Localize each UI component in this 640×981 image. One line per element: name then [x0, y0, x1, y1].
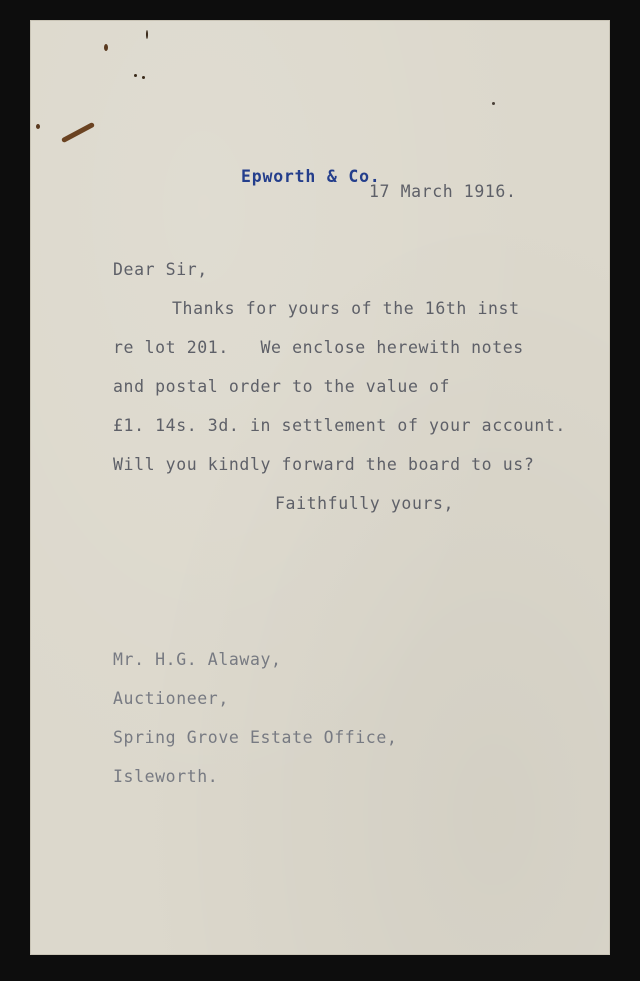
- salutation: Dear Sir,: [113, 260, 208, 279]
- ink-speck: [146, 30, 148, 39]
- body-line: Thanks for yours of the 16th inst: [172, 299, 520, 318]
- body-line: Will you kindly forward the board to us?: [113, 455, 535, 474]
- ink-speck: [36, 124, 40, 129]
- ink-speck: [492, 102, 495, 105]
- letter-page: [30, 20, 610, 955]
- body-line: £1. 14s. 3d. in settlement of your account.: [113, 416, 566, 435]
- ink-stain: [61, 122, 95, 143]
- address-line: Spring Grove Estate Office,: [113, 728, 398, 747]
- body-line: re lot 201. We enclose herewith notes: [113, 338, 524, 357]
- address-line: Auctioneer,: [113, 689, 229, 708]
- letterhead: Epworth & Co.: [241, 167, 381, 186]
- address-line: Isleworth.: [113, 767, 219, 786]
- closing: Faithfully yours,: [275, 494, 455, 513]
- ink-speck: [142, 76, 145, 79]
- body-line: and postal order to the value of: [113, 377, 451, 396]
- address-line: Mr. H.G. Alaway,: [113, 650, 282, 669]
- letter-date: 17 March 1916.: [369, 182, 517, 201]
- ink-speck: [104, 44, 108, 51]
- ink-speck: [134, 74, 137, 77]
